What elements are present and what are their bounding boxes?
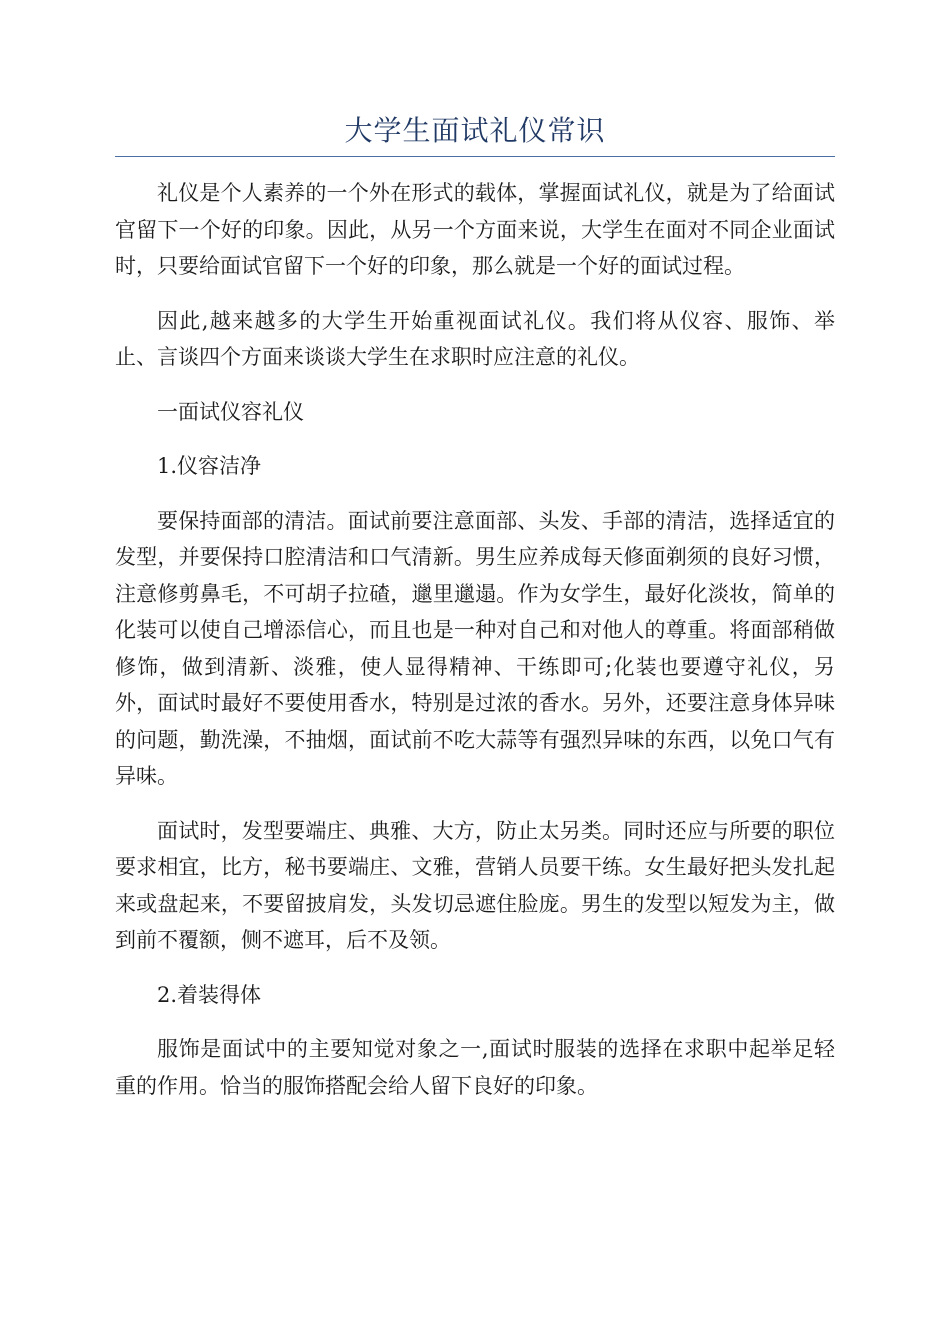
- document-title: 大学生面试礼仪常识: [115, 112, 835, 157]
- paragraph-overview: 因此,越来越多的大学生开始重视面试礼仪。我们将从仪容、服饰、举止、言谈四个方面来谈谈大学生在求职时应注意的礼仪。: [115, 308, 835, 369]
- subsection-heading-attire: 2.着装得体: [157, 982, 262, 1007]
- paragraph-cleanliness: 要保持面部的清洁。面试前要注意面部、头发、手部的清洁，选择适宜的发型，并要保持口腔清洁和口气清新。男生应养成每天修面剃须的良好习惯，注意修剪鼻毛，不可胡子拉碴，邋里邋遢。作为女学生，最好化淡妆，简单的化装可以使自己增添信心，而且也是一种对自己和对他人的尊重。将面部稍做修饰，做到清新、淡雅，使人显得精神、干练即可;化装也要遵守礼仪，另外，面试时最好不要使用香水，特别是过浓的香水。另外，还要注意身体异味的问题，勤洗澡，不抽烟，面试前不吃大蒜等有强烈异味的东西，以免口气有异味。: [115, 508, 835, 788]
- document-body: [115, 175, 835, 1104]
- paragraph-hairstyle: 面试时，发型要端庄、典雅、大方，防止太另类。同时还应与所要的职位要求相宜，比方，秘书要端庄、文雅，营销人员要干练。女生最好把头发扎起来或盘起来，不要留披肩发，头发切忌遮住脸庞。男生的发型以短发为主，做到前不覆额，侧不遮耳，后不及领。: [115, 818, 835, 952]
- paragraph-attire: 服饰是面试中的主要知觉对象之一,面试时服装的选择在求职中起举足轻重的作用。恰当的服饰搭配会给人留下良好的印象。: [115, 1037, 835, 1098]
- document-page: [115, 112, 835, 1122]
- section-heading-appearance: 一面试仪容礼仪: [157, 399, 304, 424]
- subsection-heading-cleanliness: 1.仪容洁净: [157, 454, 262, 478]
- paragraph-intro: 礼仪是个人素养的一个外在形式的载体，掌握面试礼仪，就是为了给面试官留下一个好的印象。因此，从另一个方面来说，大学生在面对不同企业面试时，只要给面试官留下一个好的印象，那么就是一个好的面试过程。: [115, 181, 835, 278]
